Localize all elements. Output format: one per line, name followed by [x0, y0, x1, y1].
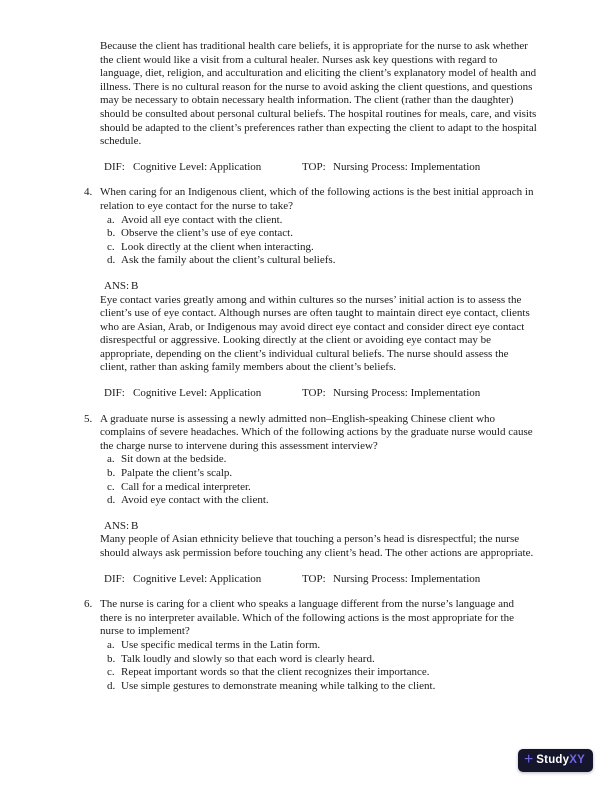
- question-stem: When caring for an Indigenous client, which of the following actions is the best initial approach in relation to eye contact for the nurse to take?: [100, 186, 534, 212]
- dif-label: DIF:: [104, 160, 125, 173]
- option-b: [100, 227, 538, 241]
- option-letter: a.: [107, 638, 115, 651]
- option-text: Talk loudly and slowly so that each word is clearly heard.: [121, 652, 375, 665]
- option-letter: c.: [107, 240, 115, 253]
- answer-rationale: Many people of Asian ethnicity believe that touching a person’s head is disrespectful; the nurse should always ask permission before touching any client’s head. The other actions are appropriate.: [100, 533, 534, 559]
- question-number: 6.: [84, 598, 93, 611]
- dif-value: Cognitive Level: Application: [133, 387, 262, 400]
- question-5: [84, 412, 538, 508]
- top-label: TOP:: [302, 160, 326, 173]
- top-value: Nursing Process: Implementation: [333, 160, 481, 173]
- option-letter: d.: [107, 494, 116, 507]
- option-text: Use specific medical terms in the Latin form.: [121, 638, 321, 651]
- question-number: 5.: [84, 412, 93, 425]
- option-d: [100, 494, 538, 508]
- top-label: TOP:: [302, 387, 326, 400]
- options-list: [100, 639, 538, 693]
- option-c: [100, 666, 538, 680]
- option-text: Look directly at the client when interacting.: [121, 240, 314, 253]
- rationale-paragraph: Because the client has traditional health care beliefs, it is appropriate for the nurse to ask whether the client would like a visit from a cultural healer. Nurses ask key questions with regard to language, diet, religion, and acculturation and eliciting the client’s explanatory model of health and illness. There is no cultural reason for the nurse to avoid asking the client questions, and questions may be necessary to obtain necessary health information. The client (rather than the daughter) should be consulted about personal cultural beliefs. The hospital routines for meals, care, and visits should be adapted to the client’s preferences rather than expecting the client to adapt to the hospital schedule.: [100, 40, 537, 148]
- answer-value: B: [131, 519, 139, 532]
- question-stem: A graduate nurse is assessing a newly admitted non–English-speaking Chinese client who complains of severe headaches. Which of the following actions by the graduate nurse would cause the charge nurse to intervene during this assessment interview?: [100, 412, 533, 452]
- option-text: Ask the family about the client’s cultural beliefs.: [121, 254, 336, 267]
- option-text: Avoid eye contact with the client.: [121, 494, 269, 507]
- dif-value: Cognitive Level: Application: [133, 572, 262, 585]
- option-d: [100, 254, 538, 268]
- dif-label: DIF:: [104, 387, 125, 400]
- dif-top-line: [100, 387, 538, 401]
- option-c: [100, 241, 538, 255]
- option-text: Observe the client’s use of eye contact.: [121, 227, 293, 240]
- option-letter: c.: [107, 666, 115, 679]
- answer-value: B: [131, 279, 139, 292]
- question-6: [84, 598, 538, 693]
- question-stem: The nurse is caring for a client who speaks a language different from the nurse’s language and there is no interpreter available. Which of the following actions is the most appropriate for the nurse to implement?: [100, 598, 514, 638]
- option-text: Palpate the client’s scalp.: [121, 467, 233, 480]
- dif-value: Cognitive Level: Application: [133, 160, 262, 173]
- answer-rationale: Eye contact varies greatly among and within cultures so the nurses’ initial action is to assess the client’s use of eye contact. Although nurses are often taught to maintain direct eye contact, clients who are Asian, Arab, or Indigenous may avoid direct eye contact and consider direct eye contact disrespectful or aggressive. Looking directly at the client or avoiding eye contact may be appropriate, depending on the client’s individual cultural beliefs. The nurse should assess the client, rather than asking family members about the client’s beliefs.: [100, 293, 530, 374]
- option-text: Avoid all eye contact with the client.: [121, 213, 283, 226]
- options-list: [100, 453, 538, 507]
- answer-line: [100, 520, 538, 534]
- question-4: [84, 186, 538, 268]
- answer-block: [100, 280, 538, 375]
- option-a: [100, 453, 538, 467]
- option-letter: c.: [107, 480, 115, 493]
- option-b: [100, 467, 538, 481]
- dif-label: DIF:: [104, 572, 125, 585]
- plus-icon: +: [523, 750, 534, 768]
- brand-study-text: Study: [536, 753, 570, 766]
- option-a: [100, 214, 538, 228]
- option-text: Call for a medical interpreter.: [121, 480, 251, 493]
- option-letter: b.: [107, 652, 116, 665]
- answer-label: ANS:: [104, 519, 130, 532]
- question-number: 4.: [84, 186, 93, 199]
- dif-top-line: [100, 573, 538, 587]
- option-letter: b.: [107, 227, 116, 240]
- top-value: Nursing Process: Implementation: [333, 572, 481, 585]
- studyxy-badge[interactable]: [518, 749, 593, 772]
- answer-block: [100, 520, 538, 561]
- answer-label: ANS:: [104, 279, 130, 292]
- top-value: Nursing Process: Implementation: [333, 387, 481, 400]
- top-label: TOP:: [302, 572, 326, 585]
- option-letter: b.: [107, 467, 116, 480]
- option-text: Sit down at the bedside.: [121, 453, 227, 466]
- brand-xy-text: XY: [569, 753, 585, 766]
- page-content: [84, 40, 538, 705]
- option-letter: a.: [107, 213, 115, 226]
- option-d: [100, 680, 538, 694]
- option-b: [100, 653, 538, 667]
- option-letter: d.: [107, 679, 116, 692]
- option-letter: a.: [107, 453, 115, 466]
- option-a: [100, 639, 538, 653]
- dif-top-line: [100, 161, 538, 175]
- option-text: Repeat important words so that the client recognizes their importance.: [121, 666, 430, 679]
- option-c: [100, 481, 538, 495]
- option-letter: d.: [107, 254, 116, 267]
- option-text: Use simple gestures to demonstrate meaning while talking to the client.: [121, 679, 436, 692]
- options-list: [100, 214, 538, 268]
- answer-line: [100, 280, 538, 294]
